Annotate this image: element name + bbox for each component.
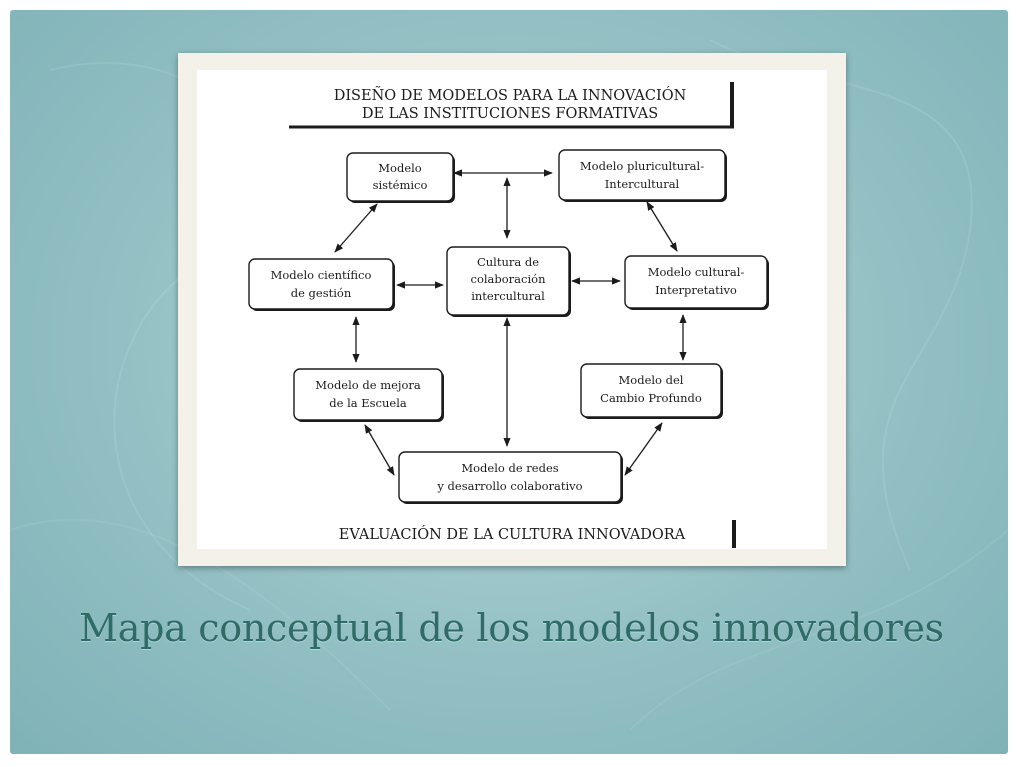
scanned-diagram xyxy=(197,70,827,549)
node-modelo-cientifico xyxy=(249,259,393,309)
node-cientifico-line-2: de gestión xyxy=(290,286,352,300)
slide-caption: Mapa conceptual de los modelos innovadores xyxy=(79,606,944,650)
connector-arrows xyxy=(335,173,683,475)
node-mejora-line-1: Modelo de mejora xyxy=(315,378,421,392)
node-modelo-redes xyxy=(399,452,621,502)
footer-text: EVALUACIÓN DE LA CULTURA INNOVADORA xyxy=(338,527,686,543)
node-pluricultural-line-1: Modelo pluricultural- xyxy=(579,159,705,173)
node-modelo-cultural-interpretativo xyxy=(625,256,767,308)
node-cultura-colaboracion xyxy=(447,247,569,315)
title-banner xyxy=(289,82,734,128)
image-frame xyxy=(178,53,846,566)
node-modelo-cambio xyxy=(581,364,721,417)
arrow-cambio-redes xyxy=(625,423,662,475)
title-line-2: DE LAS INSTITUCIONES FORMATIVAS xyxy=(361,106,659,122)
node-cientifico-line-1: Modelo científico xyxy=(270,268,372,282)
node-cultura-line-1: Cultura de xyxy=(476,255,540,269)
node-modelo-mejora xyxy=(294,369,442,420)
node-cultural-line-1: Modelo cultural- xyxy=(647,265,745,279)
node-cambio-line-2: Cambio Profundo xyxy=(600,391,702,405)
footer-banner xyxy=(339,520,734,548)
node-redes-line-2: y desarrollo colaborativo xyxy=(437,479,583,493)
node-cambio-line-1: Modelo del xyxy=(618,373,684,387)
node-cultura-line-2: colaboración xyxy=(470,272,546,286)
node-sistemico-line-2: sistémico xyxy=(372,178,428,192)
node-cultura-line-3: intercultural xyxy=(471,289,545,303)
arrow-sistemico-cientifico xyxy=(335,204,377,252)
node-cultural-line-2: Interpretativo xyxy=(655,283,737,297)
arrow-mejora-redes xyxy=(365,425,394,475)
node-modelo-sistemico xyxy=(347,153,453,201)
title-line-1: DISEÑO DE MODELOS PARA LA INNOVACIÓN xyxy=(333,88,687,104)
node-pluricultural-line-2: Intercultural xyxy=(604,177,680,191)
arrow-pluricultural-cultural xyxy=(647,202,677,251)
node-modelo-pluricultural xyxy=(559,150,725,200)
concept-map xyxy=(197,70,827,549)
node-redes-line-1: Modelo de redes xyxy=(461,461,559,475)
node-mejora-line-2: de la Escuela xyxy=(329,396,407,410)
node-sistemico-line-1: Modelo xyxy=(378,161,422,175)
